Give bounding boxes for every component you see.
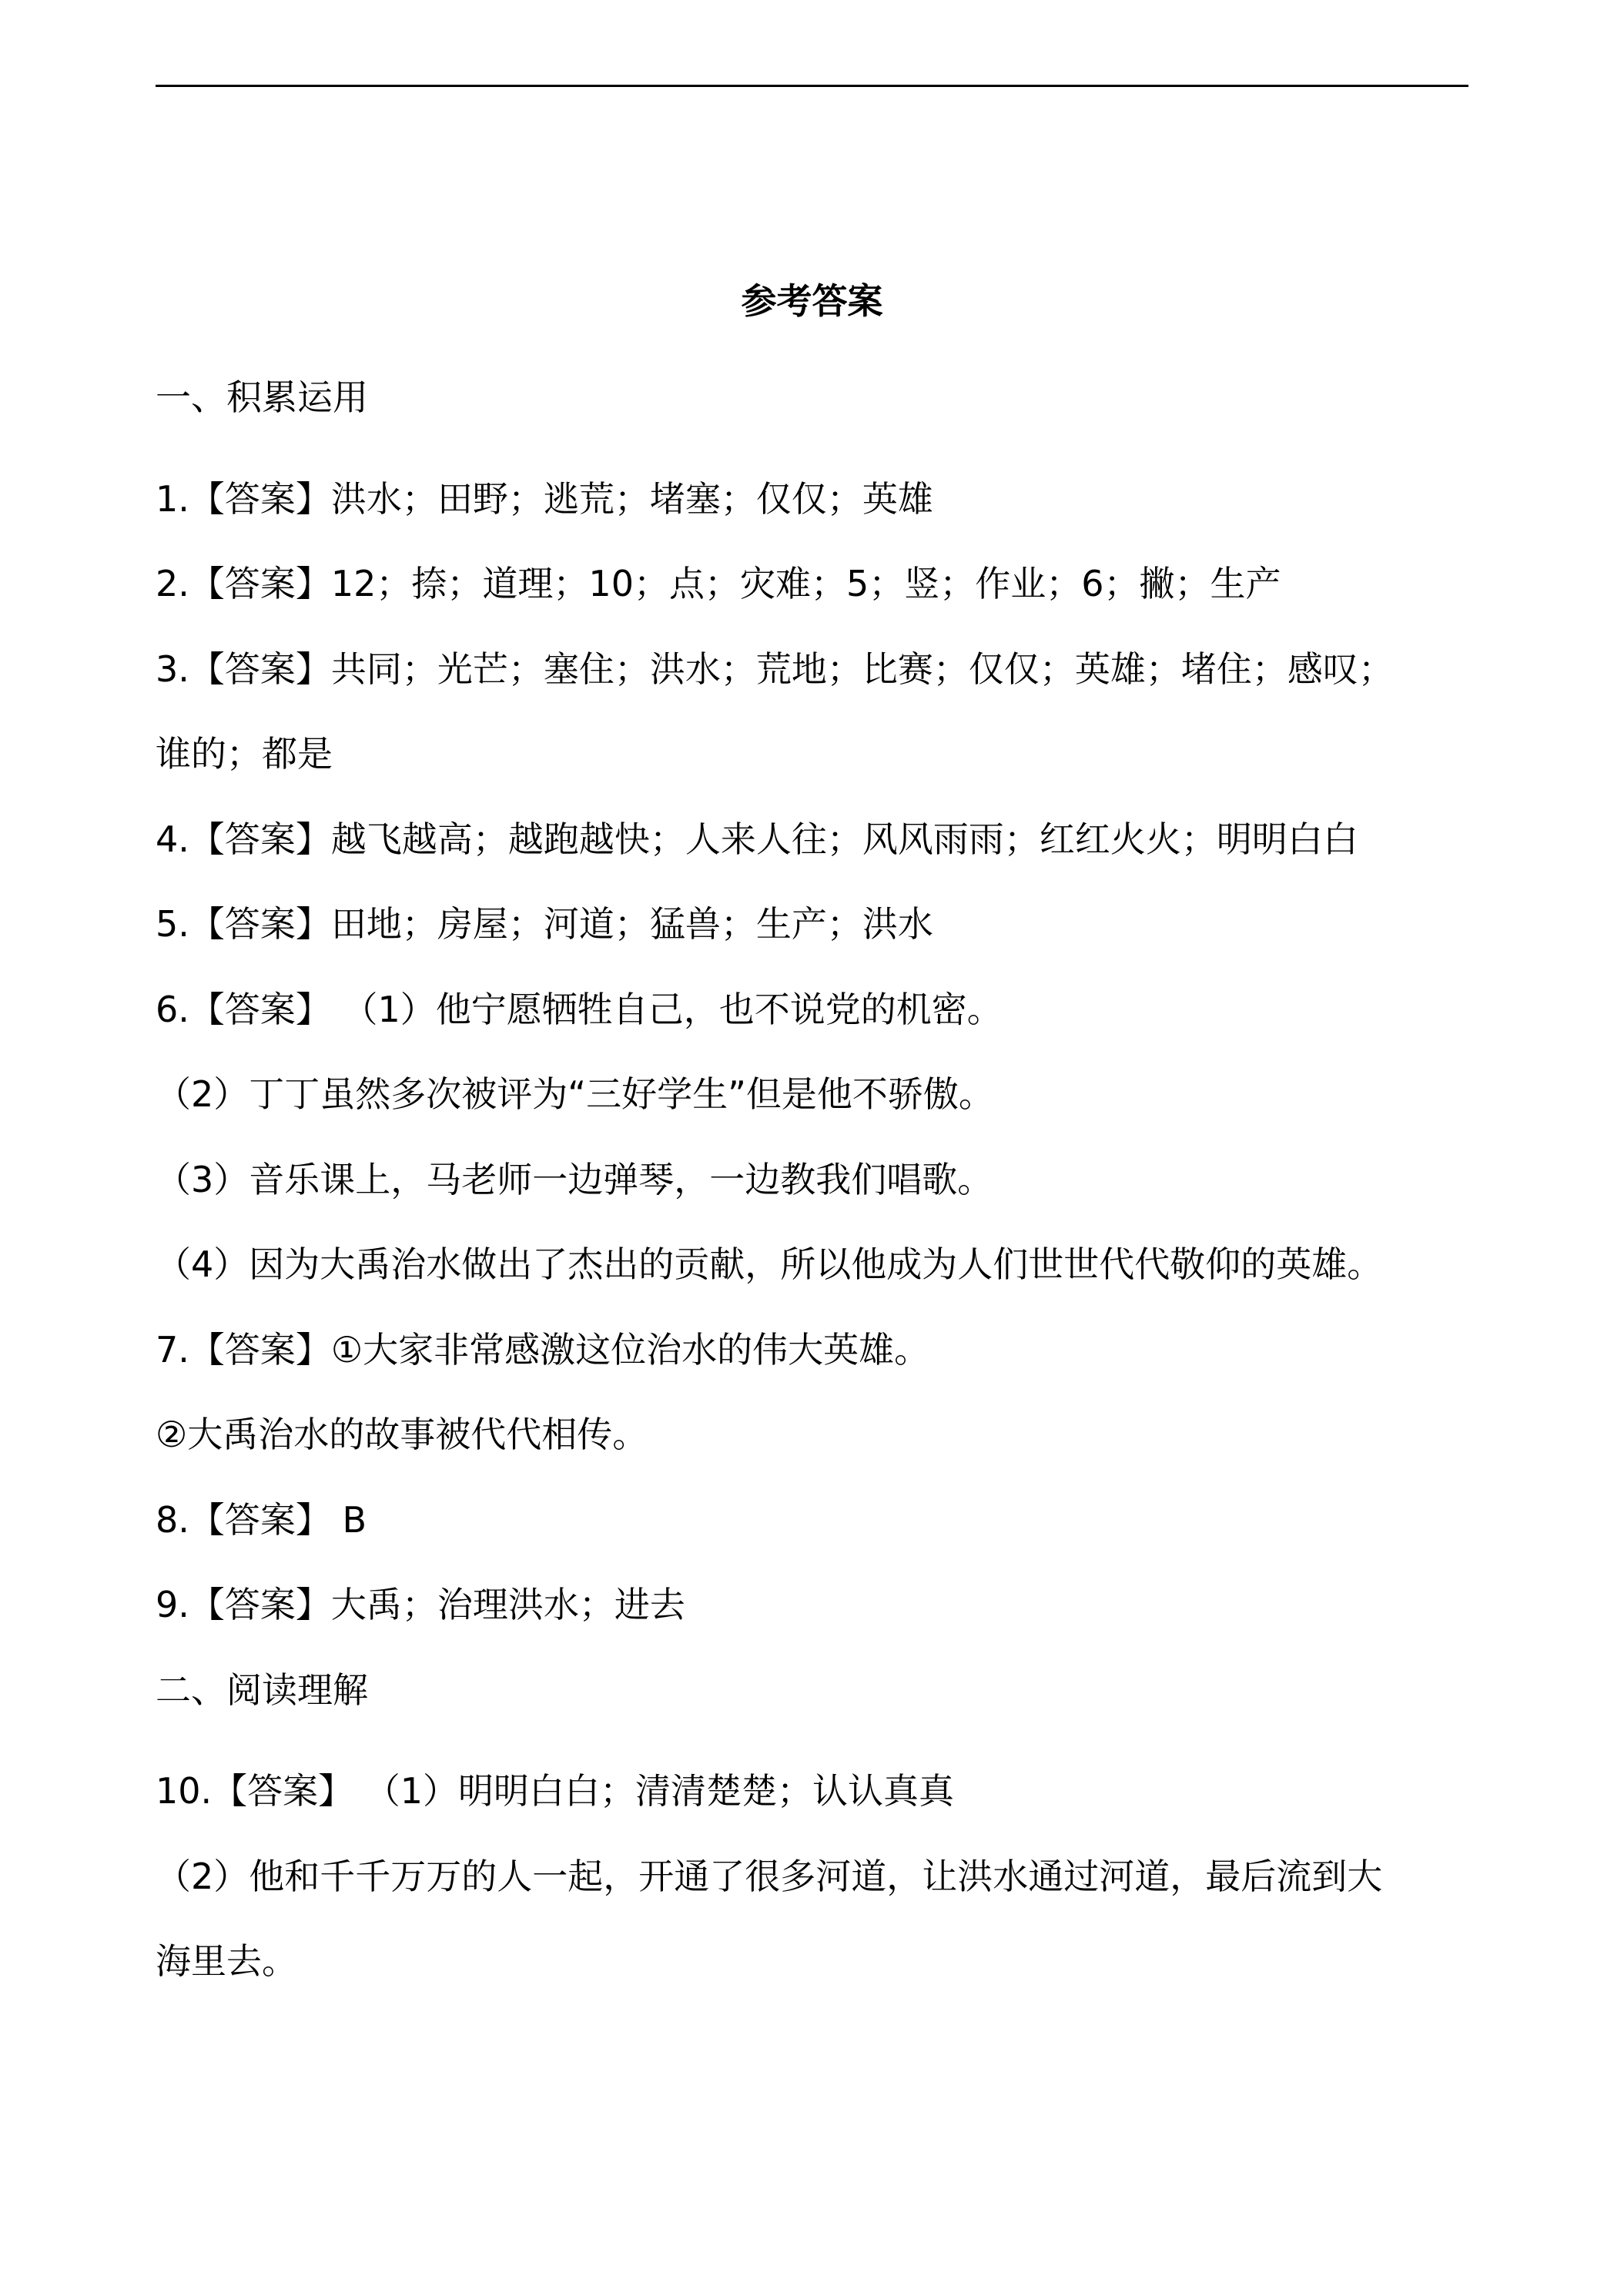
answer-line: （2）他和千千万万的人一起，开通了很多河道，让洪水通过河道，最后流到大 — [156, 1856, 1383, 1897]
answer-line: 谁的；都是 — [156, 733, 333, 775]
answer-line: （4）因为大禹治水做出了杰出的贡献，所以他成为人们世世代代敬仰的英雄。 — [156, 1243, 1383, 1285]
answer-line: （3）音乐课上，马老师一边弹琴，一边教我们唱歌。 — [156, 1159, 993, 1200]
answer-line: 3.【答案】共同；光芒；塞住；洪水；荒地；比赛；仅仅；英雄；堵住；感叹； — [156, 648, 1394, 690]
answer-line: （2）丁丁虽然多次被评为“三好学生”但是他不骄傲。 — [156, 1073, 994, 1115]
answer-line: 10.【答案】 （1）明明白白；清清楚楚；认认真真 — [156, 1770, 955, 1812]
answer-line: 4.【答案】越飞越高；越跑越快；人来人往；风风雨雨；红红火火；明明白白 — [156, 818, 1358, 860]
page-title: 参考答案 — [741, 280, 883, 322]
answer-line: 7.【答案】①大家非常感激这位治水的伟大英雄。 — [156, 1329, 930, 1371]
answer-line: 1.【答案】洪水；田野；逃荒；堵塞；仅仅；英雄 — [156, 478, 933, 520]
answer-line: 海里去。 — [156, 1940, 297, 1982]
answer-line: 8.【答案】 B — [156, 1499, 367, 1541]
answer-line: ②大禹治水的故事被代代相传。 — [156, 1414, 648, 1455]
section-heading-1: 一、积累运用 — [156, 377, 368, 418]
header-rule — [156, 85, 1468, 87]
section-heading-2: 二、阅读理解 — [156, 1669, 368, 1711]
answer-line: 5.【答案】田地；房屋；河道；猛兽；生产；洪水 — [156, 903, 933, 945]
answer-line: 2.【答案】12；捺；道理；10；点；灾难；5；竖；作业；6；撇；生产 — [156, 563, 1281, 604]
answer-line: 6.【答案】 （1）他宁愿牺牲自己，也不说党的机密。 — [156, 989, 1003, 1030]
answer-line: 9.【答案】大禹；治理洪水；进去 — [156, 1584, 685, 1625]
